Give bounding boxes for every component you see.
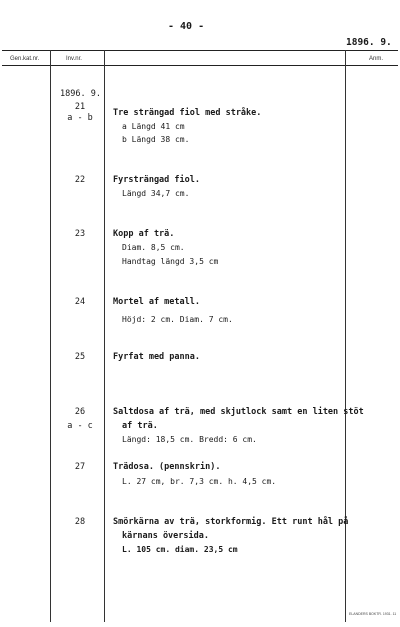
column-divider-3 xyxy=(345,50,346,622)
entry-detail: Längd 34,7 cm. xyxy=(122,189,190,198)
entry-title: Mortel af metall. xyxy=(113,297,200,307)
entry-title-continued: kärnans översida. xyxy=(122,531,209,541)
header-top-rule xyxy=(2,50,398,51)
entry-number: 24 xyxy=(74,297,86,307)
entry-number: 23 xyxy=(74,229,86,239)
entry-detail: Diam. 8,5 cm. xyxy=(122,243,185,252)
page-number: - 40 - xyxy=(168,21,205,32)
entry-detail: Längd: 18,5 cm. Bredd: 6 cm. xyxy=(122,435,257,444)
header-bottom-rule xyxy=(2,65,398,66)
header-year: 1896. 9. xyxy=(346,37,392,48)
column-header-anm: Anm. xyxy=(369,56,384,62)
entry-detail: Höjd: 2 cm. Diam. 7 cm. xyxy=(122,315,233,324)
column-header-inv: Inv.nr. xyxy=(66,56,82,62)
entry-title: Fyrsträngad fiol. xyxy=(113,175,200,185)
entry-detail: L. 27 cm, br. 7,3 cm. h. 4,5 cm. xyxy=(122,477,277,486)
column-divider-2 xyxy=(104,50,105,622)
entry-title: Kopp af trä. xyxy=(113,229,175,239)
column-header-gen-kat: Gen.kat.nr. xyxy=(10,56,40,62)
entry-subrange: a - c xyxy=(67,421,93,431)
entry-detail: b Längd 38 cm. xyxy=(122,135,190,144)
entry-title: Saltdosa af trä, med skjutlock samt en liten stöt xyxy=(113,407,364,417)
entry-number: 28 xyxy=(74,517,86,527)
printer-mark: ELANDERS BOKTR. 1931. 11 xyxy=(349,612,397,616)
entry-title: Fyrfat med panna. xyxy=(113,352,200,362)
entry-number: 21 xyxy=(74,102,86,112)
entry-number: 26 xyxy=(74,407,86,417)
entry-title: Trädosa. (pennskrin). xyxy=(113,462,221,472)
entry-number: 22 xyxy=(74,175,86,185)
entry-subrange: a - b xyxy=(67,113,93,123)
entry-title: Tre strängad fiol med stråke. xyxy=(113,108,262,118)
entry-title: Smörkärna av trä, storkformig. Ett runt hål på xyxy=(113,517,349,527)
entry-number: 25 xyxy=(74,352,86,362)
group-label: 1896. 9. xyxy=(60,89,101,99)
entry-number: 27 xyxy=(74,462,86,472)
column-divider-1 xyxy=(50,50,51,622)
entry-detail: a Längd 41 cm xyxy=(122,122,185,131)
entry-detail: Handtag längd 3,5 cm xyxy=(122,257,219,266)
entry-detail: L. 105 cm. diam. 23,5 cm xyxy=(122,545,238,554)
entry-title-continued: af trä. xyxy=(122,421,158,431)
